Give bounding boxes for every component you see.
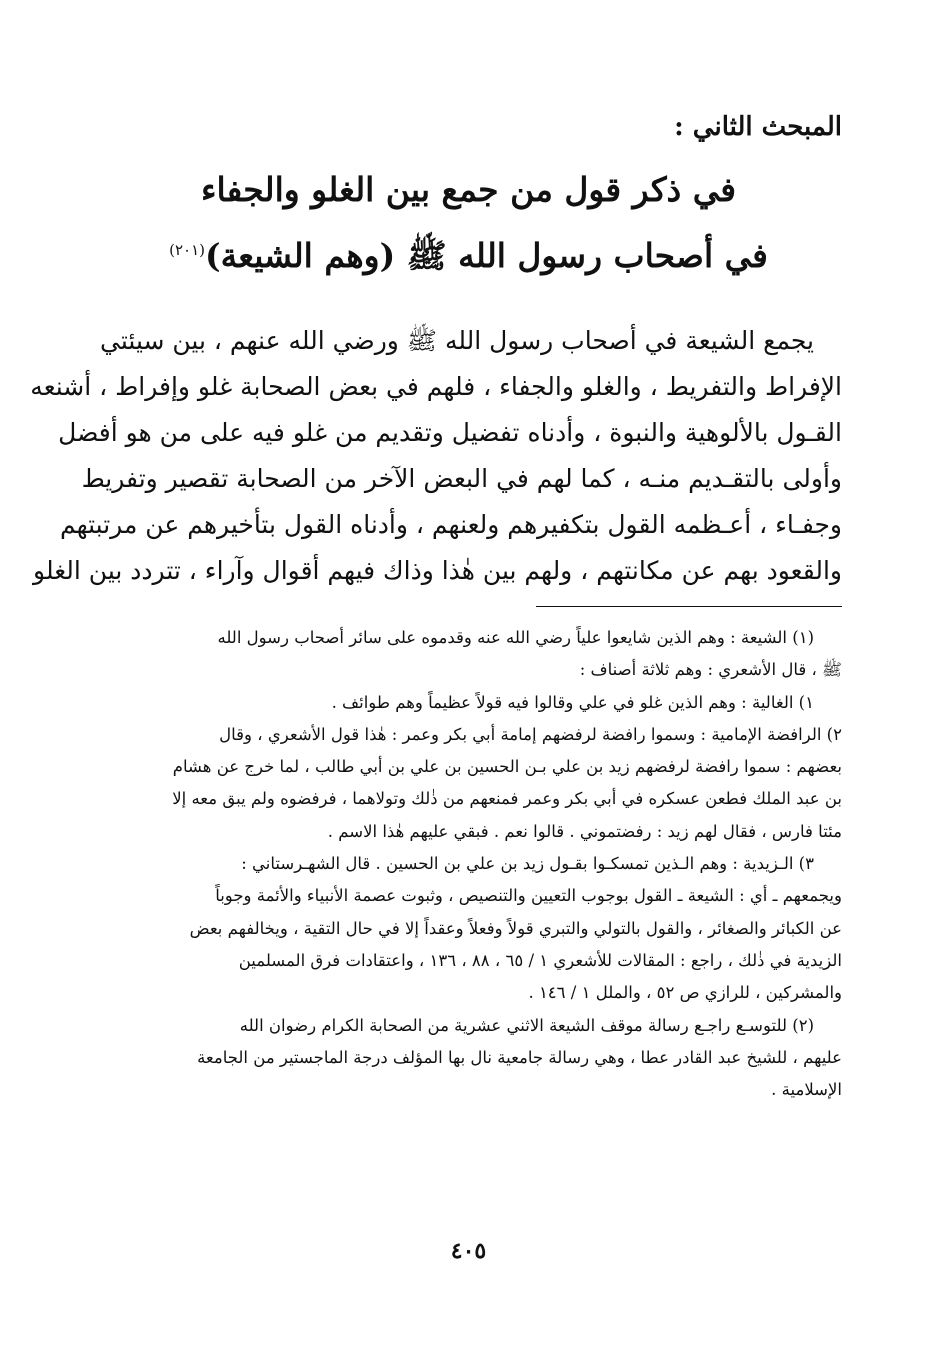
title-footnote-reference: (٢٠١) xyxy=(169,241,205,259)
footnote-line: بن عبد الملك فطعن عسكره في أبي بكر وعمر فمنعهم من ذٰلك وتولاهما ، فرفضوه ولم يبق معه إلا xyxy=(172,789,842,809)
chapter-title-line-2-text: في أصحاب رسول الله ﷺ (وهم الشيعة) xyxy=(204,236,768,275)
page-number: ٤٠٥ xyxy=(450,1238,487,1264)
footnote-line: (١) الشيعة : وهم الذين شايعوا علياً رضي الله عنه وقدموه على سائر أصحاب رسول الله xyxy=(217,628,814,647)
chapter-title xyxy=(150,160,787,286)
footnote-line: ٣) الـزيدية : وهم الـذين تمسكـوا بقـول زيد بن علي بن الحسين . قال الشهـرستاني : xyxy=(241,854,814,874)
body-line: والقعود بهم عن مكانتهم ، ولهم بين هٰذا وذاك فيهم أقوال وآراء ، تتردد بين الغلو xyxy=(33,556,842,585)
body-line: وأولى بالتقـديم منـه ، كما لهم في البعض الآخر من الصحابة تقصير وتفريط xyxy=(81,464,842,493)
chapter-title-line-1: في ذكر قول من جمع بين الغلو والجفاء xyxy=(200,170,737,209)
footnote-line: بعضهم : سموا رافضة لرفضهم زيد بن علي بـن الحسين بن علي بن أبي طالب ، لما خرج عن هشام xyxy=(172,757,842,777)
footnote-line: ﷺ ، قال الأشعري : وهم ثلاثة أصناف : xyxy=(579,660,842,680)
footnote-line: ٢) الرافضة الإمامية : وسموا رافضة لرفضهم إمامة أبي بكر وعمر : هٰذا قول الأشعري ، وقال xyxy=(219,724,842,744)
body-line: القـول بالألوهية والنبوة ، وأدناه تفضيل وتقديم من غلو فيه على من هو أفضل xyxy=(58,418,842,447)
footnote-line: عن الكبائر والصغائر ، والقول بالتولي والتبري قولاً وفعلاً وعقداً إلا في حال التقية ، ويخالفهم بعض xyxy=(189,918,842,938)
footnote-line: الزيدية في ذٰلك ، راجع : المقالات للأشعري ١ / ٦٥ ، ٨٨ ، ١٣٦ ، واعتقادات فرق المسلمين xyxy=(238,950,842,970)
footnote-line: عليهم ، للشيخ عبد القادر عطا ، وهي رسالة جامعية نال بها المؤلف درجة الماجستير من الجامعة xyxy=(197,1047,842,1067)
footnote-line: مئتا فارس ، فقال لهم زيد : رفضتموني . قالوا نعم . فبقي عليهم هٰذا الاسم . xyxy=(327,821,842,841)
body-line: يجمع الشيعة في أصحاب رسول الله ﷺ ورضي الله عنهم ، بين سيئتي xyxy=(100,326,814,355)
footnote-line: الإسلامية . xyxy=(771,1080,842,1100)
body-line: وجفـاء ، أعـظمه القول بتكفيرهم ولعنهم ، وأدناه القول بتأخيرهم عن مرتبتهم xyxy=(59,510,842,539)
footnote-line: والمشركين ، للرازي ص ٥٢ ، والملل ١ / ١٤٦ . xyxy=(528,983,842,1003)
footnote-line: ١) الغالية : وهم الذين غلو في علي وقالوا فيه قولاً عظيماً وهم طوائف . xyxy=(331,692,814,712)
footnote-line: (٢) للتوسـع راجـع رسالة موقف الشيعة الاثني عشرية من الصحابة الكرام رضوان الله xyxy=(239,1015,814,1035)
body-line: الإفراط والتفريط ، والغلو والجفاء ، فلهم في بعض الصحابة غلو وإفراط ، أشنعه xyxy=(30,372,842,401)
section-label: المبحث الثاني : xyxy=(674,112,842,142)
footnote-line: ويجمعهم ـ أي : الشيعة ـ القول بوجوب التعيين والتنصيص ، وثبوت عصمة الأنبياء والأئمة وجوباً xyxy=(215,886,842,906)
chapter-title-line-2 xyxy=(150,220,787,286)
footnote-separator xyxy=(536,606,842,607)
body-paragraph xyxy=(30,318,842,594)
footnotes xyxy=(95,622,842,1106)
